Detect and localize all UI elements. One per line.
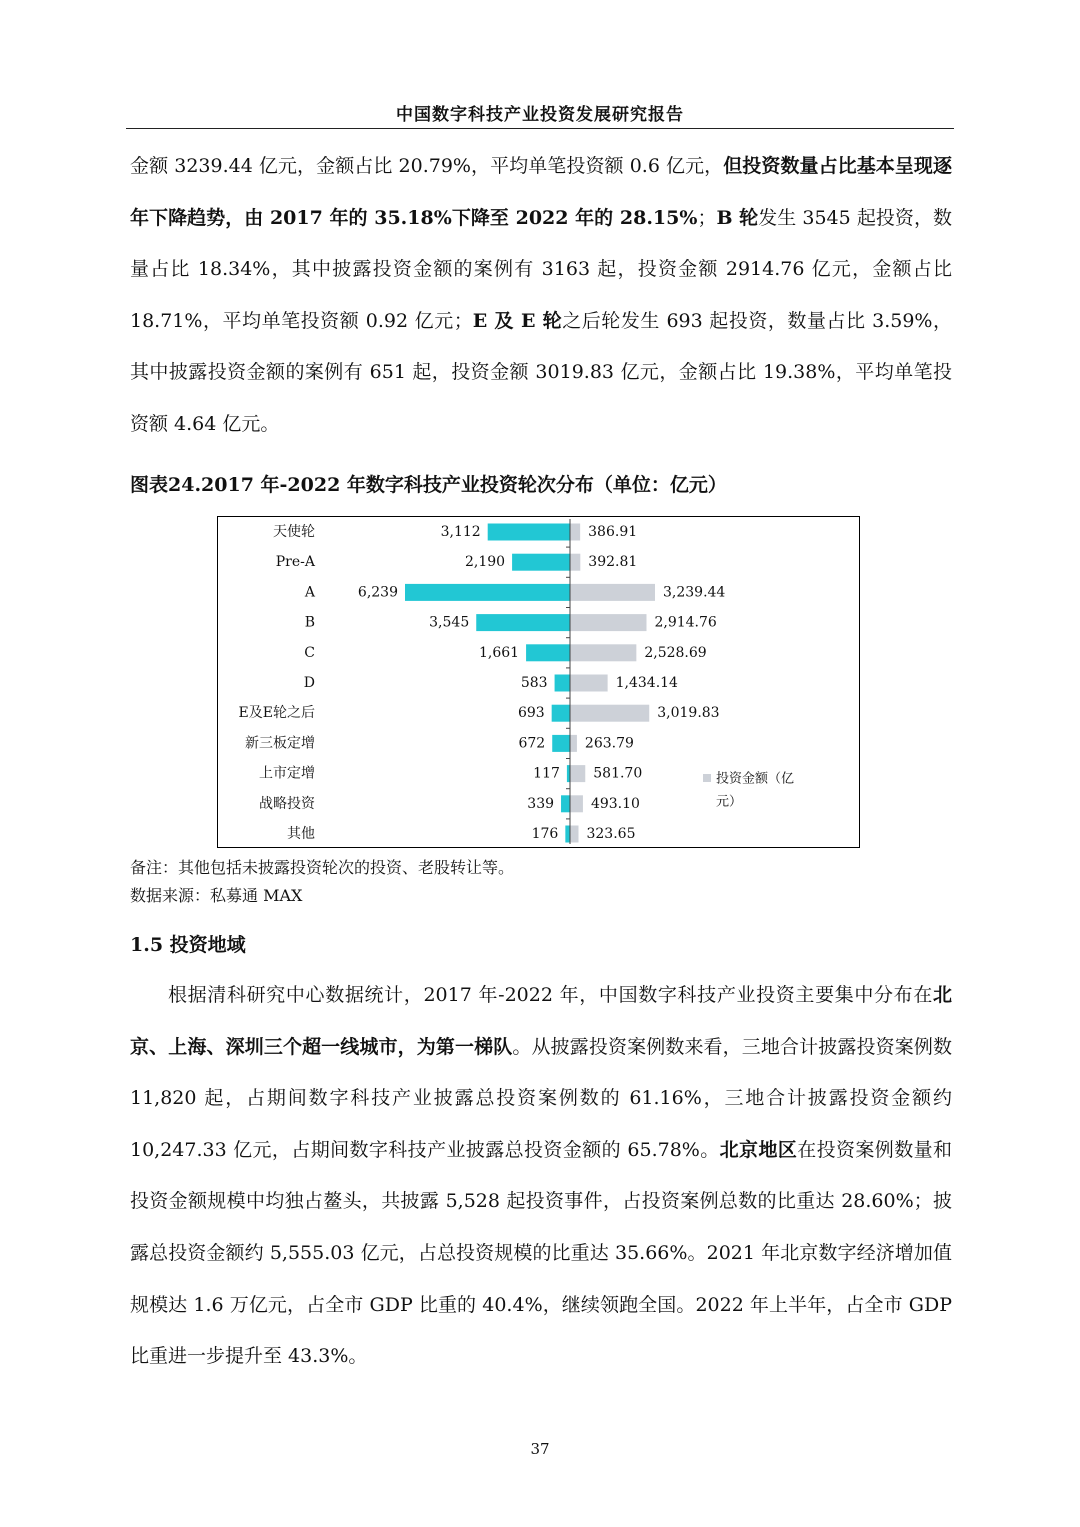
round-distribution-chart	[217, 516, 860, 848]
amount-label: 263.79	[584, 735, 634, 752]
count-bar	[512, 554, 570, 571]
count-bar	[561, 795, 570, 812]
amount-bar	[570, 524, 580, 541]
category-label: 天使轮	[273, 524, 315, 540]
figure-note: 备注：其他包括未披露投资轮次的投资、老股转让等。	[130, 858, 515, 877]
count-label: 176	[531, 826, 559, 842]
emphasis-tier1-cities: 北京、上海、深圳三个超一线城市，为第一梯队	[130, 984, 952, 1058]
amount-label: 1,434.14	[615, 675, 678, 691]
figure-caption: 图表24.2017 年-2022 年数字科技产业投资轮次分布（单位：亿元）	[130, 474, 727, 496]
amount-bar	[570, 675, 608, 692]
amount-bar	[570, 765, 585, 782]
count-label: 117	[533, 765, 560, 782]
count-bar	[555, 675, 570, 692]
category-label: A	[304, 584, 315, 601]
amount-bar	[570, 614, 646, 631]
section-heading: 1.5 投资地域	[130, 934, 246, 956]
category-label: 上市定增	[259, 765, 315, 782]
amount-bar	[570, 644, 636, 661]
amount-bar	[570, 826, 578, 843]
emphasis-e-round: E 及 E 轮	[472, 309, 563, 332]
count-label: 2,190	[464, 554, 506, 571]
chart-canvas	[218, 517, 858, 846]
legend-label-line2: 元）	[716, 794, 743, 810]
amount-label: 392.81	[588, 554, 638, 571]
category-label: Pre-A	[275, 554, 315, 571]
running-header: 中国数字科技产业投资发展研究报告	[396, 105, 684, 125]
paragraph-regions: 根据清科研究中心数据统计，2017 年-2022 年，中国数字科技产业投资主要集中分布在北京、上海、深圳三个超一线城市，为第一梯队。从披露投资案例数来看，三地合计披露投资案例数 11,820 起，占期间数字科技产业披露总投资案例数的 61.16%，三地合计披露投资金额约 10,247.33 亿元，占期间数字科技产业披露总投资金额的 65.78%。北京地区在投资案例数量和投资金额规模中均独占鳌头，共披露 5,528 起投资事件，占投资案例总数的比重达 28.60%；披露总投资金额约 5,555.03 亿元，占总投资规模的比重达 35.66%。2021 年北京数字经济增加值规模达 1.6 万亿元，占全市 GDP 比重的 40.4%，继续领跑全国。2022 年上半年，占全市 GDP 比重进一步提升至 43.3%。	[130, 984, 952, 1368]
category-label: 新三板定增	[245, 735, 315, 752]
count-bar	[526, 644, 570, 661]
count-bar	[405, 584, 570, 601]
category-label: 其他	[287, 826, 315, 842]
amount-label: 3,019.83	[657, 705, 720, 722]
paragraph-rounds: 金额 3239.44 亿元，金额占比 20.79%，平均单笔投资额 0.6 亿元，但投资数量占比基本呈现逐年下降趋势，由 2017 年的 35.18%下降至 2022 年的 28.15%；B 轮发生 3545 起投资，数量占比 18.34%，其中披露投资金额的案例有 3163 起，投资金额 2914.76 亿元，金额占比 18.71%，平均单笔投资额 0.92 亿元；E 及 E 轮之后轮发生 693 起投资，数量占比 3.59%，其中披露投资金额的案例有 651 起，投资金额 3019.83 亿元，金额占比 19.38%，平均单笔投资额 4.64 亿元。	[130, 155, 952, 435]
amount-label: 2,914.76	[654, 614, 717, 631]
count-label: 583	[520, 675, 548, 691]
count-label: 6,239	[357, 584, 398, 601]
amount-label: 493.10	[590, 795, 640, 812]
category-label: B	[304, 614, 315, 631]
count-bar	[488, 524, 570, 541]
count-bar	[552, 735, 570, 752]
amount-label: 386.91	[588, 524, 638, 540]
amount-label: 3,239.44	[663, 584, 726, 601]
category-label: 战略投资	[259, 795, 315, 812]
amount-bar	[570, 554, 580, 571]
amount-bar	[570, 795, 583, 812]
count-label: 3,545	[429, 614, 470, 631]
header-rule	[126, 128, 954, 129]
category-label: D	[303, 675, 315, 691]
amount-bar	[570, 735, 577, 752]
page-number: 37	[530, 1440, 550, 1458]
figure-source: 数据来源：私募通 MAX	[130, 886, 303, 905]
count-label: 1,661	[478, 644, 520, 661]
amount-label: 581.70	[593, 765, 643, 782]
count-bar	[565, 826, 570, 843]
legend-label-line1: 投资金额（亿	[716, 771, 795, 787]
count-bar	[552, 705, 570, 722]
amount-label: 323.65	[586, 826, 636, 842]
amount-bar	[570, 705, 649, 722]
emphasis-b-round: B 轮	[716, 206, 759, 229]
count-label: 672	[518, 735, 546, 752]
category-label: E及E轮之后	[238, 705, 315, 722]
amount-label: 2,528.69	[644, 644, 707, 661]
count-label: 339	[527, 795, 555, 812]
emphasis-beijing: 北京地区	[719, 1138, 798, 1161]
count-bar	[476, 614, 570, 631]
category-label: C	[304, 644, 315, 661]
count-label: 3,112	[440, 524, 481, 540]
amount-bar	[570, 584, 655, 601]
legend-swatch	[703, 774, 711, 782]
emphasis-trend: 但投资数量占比基本呈现逐年下降趋势，由 2017 年的 35.18%下降至 2022 年的 28.15%	[130, 155, 952, 229]
count-label: 693	[517, 705, 545, 722]
